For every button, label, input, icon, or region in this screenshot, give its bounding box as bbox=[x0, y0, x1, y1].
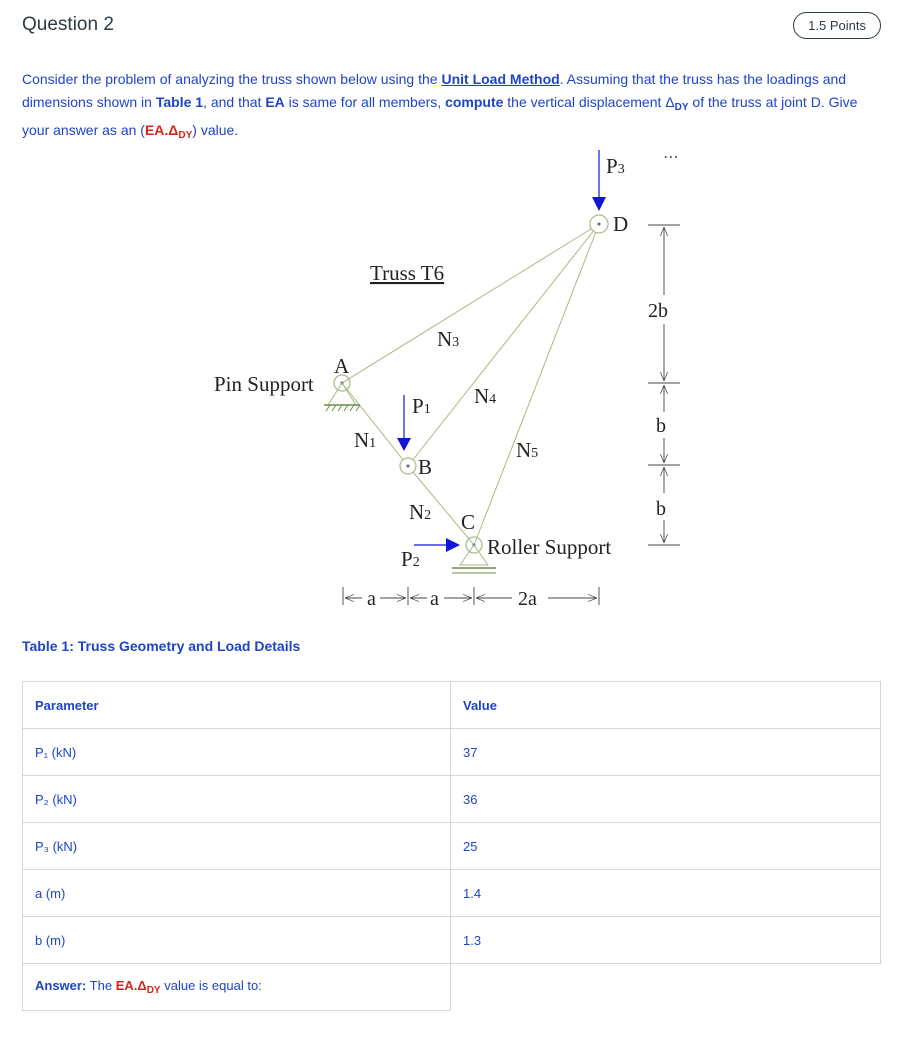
answer-row bbox=[23, 964, 881, 1011]
dim-2a-label: 2a bbox=[518, 588, 537, 610]
p1-arrow-head bbox=[397, 438, 411, 451]
header-value: Value bbox=[451, 682, 881, 729]
unit-load-method-link: Unit Load Method bbox=[441, 71, 560, 87]
n4-label: N4 bbox=[474, 384, 497, 408]
horizontal-dimensions bbox=[343, 587, 599, 605]
dim-b2-label: b bbox=[656, 498, 666, 520]
pin-support bbox=[324, 375, 360, 411]
p3-arrow-head bbox=[592, 197, 606, 211]
joint-b-label: B bbox=[418, 455, 433, 479]
more-options-icon[interactable]: ⋯ bbox=[663, 149, 679, 166]
roller-support-label: Roller Support bbox=[487, 535, 612, 559]
joint-b bbox=[400, 458, 416, 474]
question-prompt: Consider the problem of analyzing the truss shown below using the Unit Load Method. Assuming that the truss has the loadings and dimensions shown in Table 1, and that EA is same for all members, compute the vertical displacement $\Delta_{DY}$ of the truss at joint D. Give your answer as an $(EA.\Delta_{DY})$ value. bbox=[22, 71, 858, 141]
dim-a1-label: a bbox=[367, 588, 376, 610]
table-row bbox=[23, 823, 881, 870]
p2-label: P2 bbox=[401, 547, 420, 571]
p1-label: P1 bbox=[412, 394, 431, 418]
parameters-table bbox=[22, 681, 881, 1011]
dim-2b-label: 2b bbox=[648, 300, 668, 322]
value-cell: 37 bbox=[451, 729, 881, 776]
joint-d-label: D bbox=[613, 212, 629, 236]
n2-label: N2 bbox=[409, 500, 432, 524]
n1-label: N1 bbox=[354, 428, 377, 452]
header-parameter: Parameter bbox=[23, 682, 451, 729]
param-cell: b (m) bbox=[23, 917, 451, 964]
table-row bbox=[23, 870, 881, 917]
table-caption: Table 1: Truss Geometry and Load Details bbox=[22, 638, 301, 654]
member-n5 bbox=[474, 224, 599, 545]
table-row bbox=[23, 729, 881, 776]
n5-label: N5 bbox=[516, 438, 539, 462]
value-cell: 1.3 bbox=[451, 917, 881, 964]
n3-label: N3 bbox=[437, 327, 460, 351]
vertical-dimensions bbox=[648, 225, 680, 545]
param-cell: P₂ (kN) bbox=[23, 776, 451, 823]
points-badge: 1.5 Points bbox=[793, 12, 881, 39]
pin-support-label: Pin Support bbox=[214, 372, 314, 396]
value-cell: 25 bbox=[451, 823, 881, 870]
joint-c-label: C bbox=[461, 510, 476, 534]
joint-d bbox=[590, 215, 608, 233]
member-n1 bbox=[342, 383, 408, 466]
truss-diagram bbox=[0, 140, 907, 620]
param-cell: a (m) bbox=[23, 870, 451, 917]
load-arrows bbox=[397, 150, 606, 552]
answer-empty-cell bbox=[451, 964, 881, 1011]
value-cell: 36 bbox=[451, 776, 881, 823]
truss-title: Truss T6 bbox=[370, 261, 445, 285]
param-cell: P₃ (kN) bbox=[23, 823, 451, 870]
p3-label: P3 bbox=[606, 154, 625, 178]
table-header-row bbox=[23, 682, 881, 729]
table-row bbox=[23, 776, 881, 823]
param-cell: P₁ (kN) bbox=[23, 729, 451, 776]
answer-prompt: Answer: The $EA.\Delta_{DY}$ value is equal to: bbox=[23, 964, 451, 1011]
table-row bbox=[23, 917, 881, 964]
member-n3 bbox=[342, 224, 599, 383]
dim-a2-label: a bbox=[430, 588, 439, 610]
value-cell: 1.4 bbox=[451, 870, 881, 917]
dim-b1-label: b bbox=[656, 415, 666, 437]
question-title: Question 2 bbox=[22, 14, 114, 35]
p2-arrow-head bbox=[446, 538, 460, 552]
joint-a-label: A bbox=[334, 354, 350, 378]
